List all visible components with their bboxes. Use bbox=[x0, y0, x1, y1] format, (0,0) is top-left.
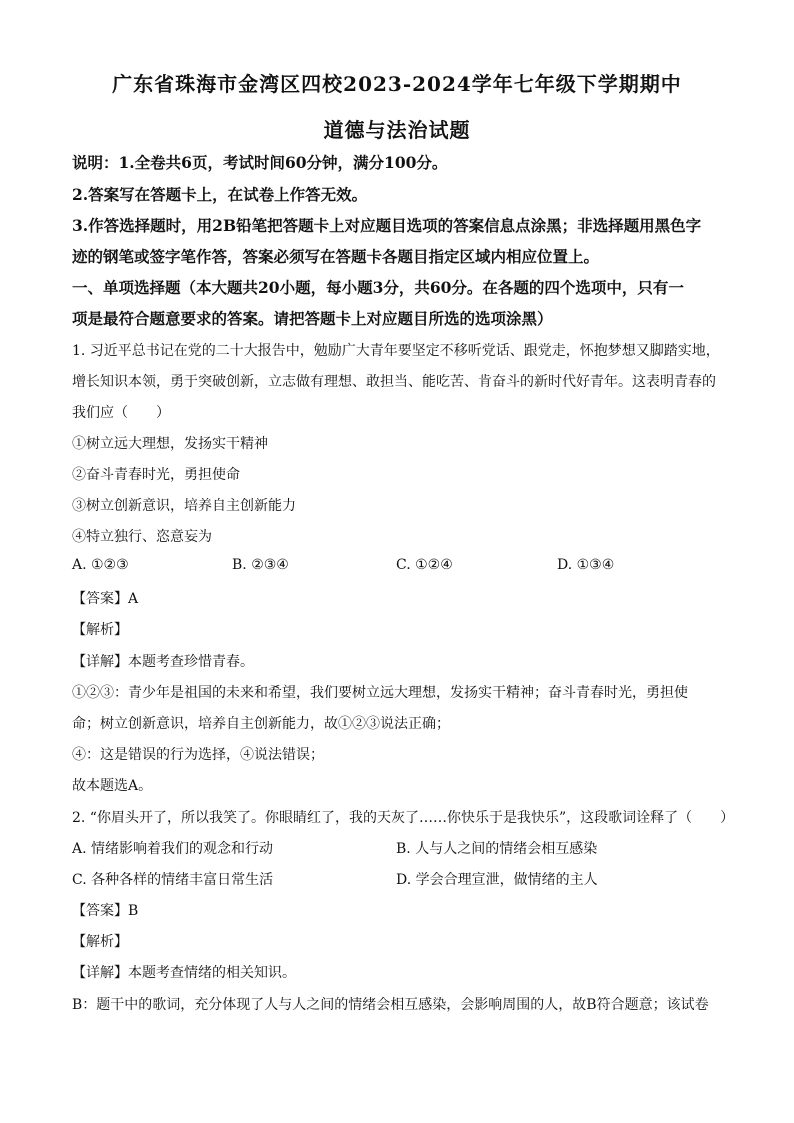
analysis-label: 【解析】 bbox=[72, 934, 128, 950]
question-stem: 增长知识本领，勇于突破创新，立志做有理想、敢担当、能吃苦、肯奋斗的新时代好青年。这表明青春的 bbox=[72, 374, 716, 390]
option-d: D. 学会合理宣泄，做情绪的主人 bbox=[396, 872, 598, 888]
detail-line: 【详解】本题考查情绪的相关知识。 bbox=[72, 965, 296, 981]
option-b: B. 人与人之间的情绪会相互感染 bbox=[396, 841, 598, 857]
detail-line: ①②③：青少年是祖国的未来和希望，我们要树立远大理想，发扬实干精神；奋斗青春时光，勇担使 bbox=[72, 685, 688, 701]
question-stem: 我们应（ ） bbox=[72, 405, 170, 421]
detail-line: 故本题选A。 bbox=[72, 778, 153, 794]
question-item: ④特立独行、恣意妄为 bbox=[72, 529, 212, 545]
option-c: C. 各种各样的情绪丰富日常生活 bbox=[72, 872, 274, 888]
instruction-line: 说明：1.全卷共6页，考试时间60分钟，满分100分。 bbox=[72, 153, 448, 172]
detail-line: ④：这是错误的行为选择，④说法错误； bbox=[72, 747, 324, 763]
answer-label: 【答案】A bbox=[72, 591, 139, 607]
instruction-line: 2.答案写在答题卡上，在试卷上作答无效。 bbox=[72, 185, 368, 204]
option-c: C. ①②④ bbox=[396, 557, 453, 573]
section-heading: 一、单项选择题（本大题共20小题，每小题3分，共60分。在各题的四个选项中，只有一 bbox=[72, 278, 684, 297]
detail-line: 【详解】本题考查珍惜青春。 bbox=[72, 654, 254, 670]
document-title: 广东省珠海市金湾区四校2023-2024学年七年级下学期期中 bbox=[112, 72, 682, 96]
instruction-line: 迹的钢笔或签字笔作答，答案必须写在答题卡各题目指定区域内相应位置上。 bbox=[72, 247, 600, 266]
question-item: ③树立创新意识，培养自主创新能力 bbox=[72, 498, 296, 514]
question-item: ①树立远大理想，发扬实干精神 bbox=[72, 436, 268, 452]
document-subtitle: 道德与法治试题 bbox=[323, 118, 471, 142]
option-a: A. 情绪影响着我们的观念和行动 bbox=[72, 841, 274, 857]
question-item: ②奋斗青春时光，勇担使命 bbox=[72, 467, 240, 483]
section-heading: 项是最符合题意要求的答案。请把答题卡上对应题目所选的选项涂黑） bbox=[72, 309, 553, 328]
answer-label: 【答案】B bbox=[72, 903, 139, 919]
analysis-label: 【解析】 bbox=[72, 622, 128, 638]
instruction-line: 3.作答选择题时，用2B铅笔把答题卡上对应题目选项的答案信息点涂黑；非选择题用黑色字 bbox=[72, 216, 702, 235]
option-d: D. ①③④ bbox=[557, 557, 615, 573]
question-stem: 1. 习近平总书记在党的二十大报告中，勉励广大青年要坚定不移听党话、跟党走，怀抱梦想又脚踏实地， bbox=[72, 343, 720, 359]
option-a: A. ①②③ bbox=[72, 557, 129, 573]
option-b: B. ②③④ bbox=[232, 557, 289, 573]
detail-line: 命；树立创新意识，培养自主创新能力，故①②③说法正确； bbox=[72, 716, 450, 732]
question-stem: 2. “你眉头开了，所以我笑了。你眼睛红了，我的天灰了……你快乐于是我快乐”，这段歌词诠释了（ ） bbox=[72, 810, 735, 826]
detail-line: B：题干中的歌词，充分体现了人与人之间的情绪会相互感染，会影响周围的人，故B符合题意；该试卷 bbox=[72, 997, 709, 1013]
